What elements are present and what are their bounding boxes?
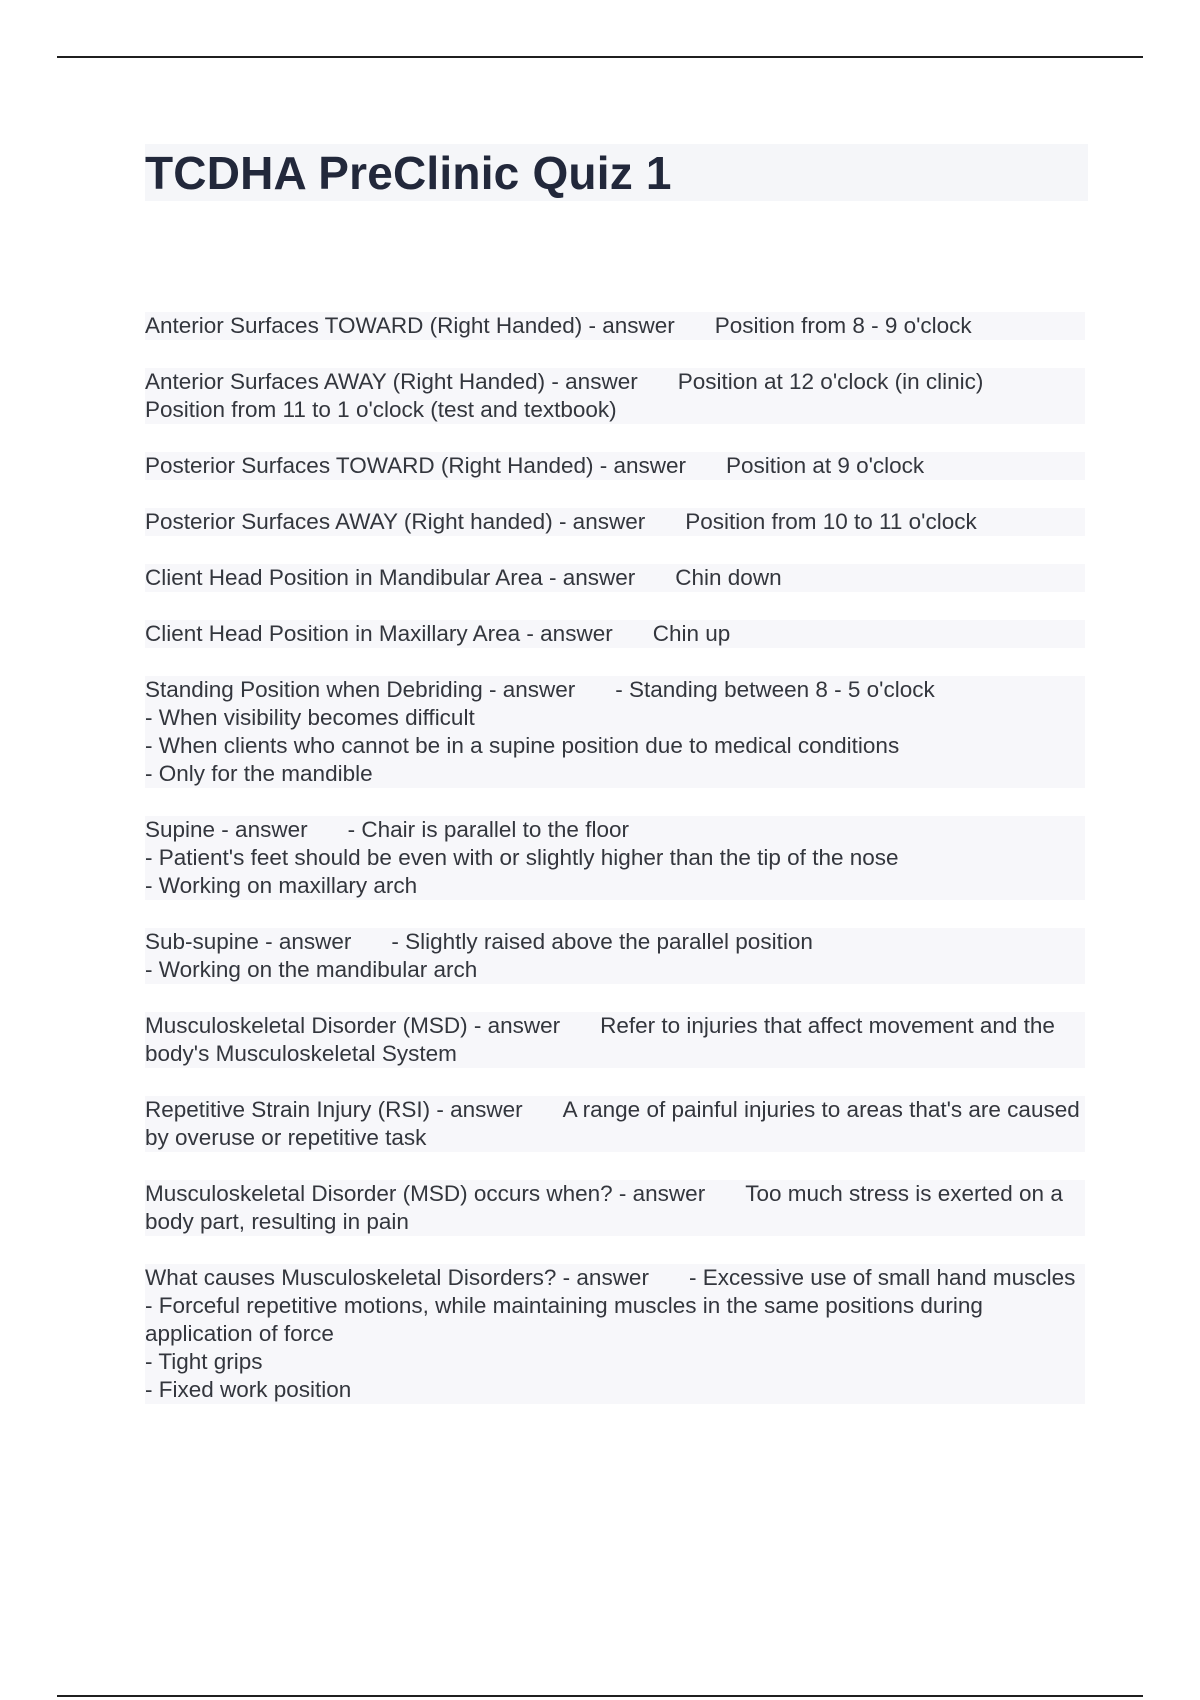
- qa-first-line: [145, 816, 1085, 844]
- answer-text: Chin down: [675, 565, 782, 590]
- answer-text: - Slightly raised above the parallel position: [391, 929, 813, 954]
- qa-item: [145, 508, 1085, 536]
- qa-first-line: [145, 620, 1085, 648]
- qa-first-line: [145, 312, 1085, 340]
- answer-text: Position from 8 - 9 o'clock: [714, 313, 972, 338]
- answer-text: - Fixed work position: [145, 1377, 352, 1402]
- qa-first-line: [145, 1096, 1085, 1152]
- qa-item: [145, 368, 1085, 424]
- answer-text: - Standing between 8 - 5 o'clock: [615, 677, 935, 702]
- answer-line: [145, 872, 1085, 900]
- answer-text: - Forceful repetitive motions, while maintaining muscles in the same positions during application of force: [145, 1293, 983, 1346]
- answer-text: Position from 11 to 1 o'clock (test and textbook): [145, 397, 617, 422]
- answer-text: - Working on the mandibular arch: [145, 957, 478, 982]
- question-text: Anterior Surfaces TOWARD (Right Handed) - answer: [145, 313, 675, 338]
- answer-line: [145, 1376, 1085, 1404]
- question-text: What causes Musculoskeletal Disorders? - answer: [145, 1265, 649, 1290]
- qa-line-highlight: [145, 369, 983, 394]
- question-text: Posterior Surfaces AWAY (Right handed) - answer: [145, 509, 646, 534]
- answer-text: - When visibility becomes difficult: [145, 705, 475, 730]
- question-text: Standing Position when Debriding - answer: [145, 677, 576, 702]
- qa-first-line: [145, 1264, 1085, 1292]
- answer-text: Position at 12 o'clock (in clinic): [677, 369, 984, 394]
- qa-list: [145, 312, 1085, 1432]
- qa-first-line: [145, 928, 1085, 956]
- answer-text: - Tight grips: [145, 1349, 263, 1374]
- answer-text: - Patient's feet should be even with or slightly higher than the tip of the nose: [145, 845, 899, 870]
- top-rule: [57, 56, 1143, 58]
- qa-item: [145, 1012, 1085, 1068]
- answer-text: - When clients who cannot be in a supine position due to medical conditions: [145, 733, 900, 758]
- question-text: Sub-supine - answer: [145, 929, 352, 954]
- qa-line-highlight: [145, 1013, 1055, 1066]
- question-text: Posterior Surfaces TOWARD (Right Handed) - answer: [145, 453, 687, 478]
- qa-line-highlight: [145, 817, 629, 842]
- qa-line-highlight: [145, 1181, 1063, 1234]
- qa-first-line: [145, 368, 1085, 396]
- qa-line-highlight: [145, 677, 935, 702]
- qa-line-highlight: [145, 509, 977, 534]
- answer-line: [145, 844, 1085, 872]
- answer-line: [145, 396, 1085, 424]
- qa-line-highlight: [145, 565, 782, 590]
- answer-line: [145, 760, 1085, 788]
- answer-line: [145, 704, 1085, 732]
- answer-line: [145, 1292, 1085, 1348]
- qa-item: [145, 676, 1085, 788]
- question-text: Anterior Surfaces AWAY (Right Handed) - answer: [145, 369, 638, 394]
- answer-text: - Working on maxillary arch: [145, 873, 418, 898]
- answer-text: A range of painful injuries to areas that's are caused by overuse or repetitive task: [145, 1097, 1080, 1150]
- bottom-rule: [57, 1695, 1143, 1697]
- answer-text: - Only for the mandible: [145, 761, 373, 786]
- qa-first-line: [145, 508, 1085, 536]
- qa-item: [145, 928, 1085, 984]
- answer-text: Position at 9 o'clock: [726, 453, 925, 478]
- qa-line-highlight: [145, 929, 813, 954]
- qa-item: [145, 1096, 1085, 1152]
- qa-item: [145, 620, 1085, 648]
- answer-line: [145, 1348, 1085, 1376]
- qa-first-line: [145, 1012, 1085, 1068]
- qa-item: [145, 1180, 1085, 1236]
- question-text: Repetitive Strain Injury (RSI) - answer: [145, 1097, 523, 1122]
- page-title: TCDHA PreClinic Quiz 1: [145, 147, 672, 199]
- qa-first-line: [145, 564, 1085, 592]
- qa-line-highlight: [145, 621, 730, 646]
- answer-text: - Excessive use of small hand muscles: [688, 1265, 1076, 1290]
- qa-line-highlight: [145, 453, 924, 478]
- qa-line-highlight: [145, 313, 972, 338]
- qa-item: [145, 312, 1085, 340]
- answer-line: [145, 956, 1085, 984]
- qa-line-highlight: [145, 1097, 1080, 1150]
- qa-item: [145, 564, 1085, 592]
- answer-text: Chin up: [652, 621, 731, 646]
- question-text: Musculoskeletal Disorder (MSD) - answer: [145, 1013, 561, 1038]
- question-text: Supine - answer: [145, 817, 308, 842]
- answer-text: - Chair is parallel to the floor: [347, 817, 629, 842]
- qa-first-line: [145, 676, 1085, 704]
- question-text: Musculoskeletal Disorder (MSD) occurs when? - answer: [145, 1181, 706, 1206]
- answer-line: [145, 732, 1085, 760]
- answer-text: Refer to injuries that affect movement and the body's Musculoskeletal System: [145, 1013, 1055, 1066]
- qa-line-highlight: [145, 1265, 1075, 1290]
- answer-text: Position from 10 to 11 o'clock: [685, 509, 977, 534]
- answer-text: Too much stress is exerted on a body part, resulting in pain: [145, 1181, 1063, 1234]
- qa-first-line: [145, 452, 1085, 480]
- qa-item: [145, 452, 1085, 480]
- qa-item: [145, 816, 1085, 900]
- qa-item: [145, 1264, 1085, 1404]
- qa-first-line: [145, 1180, 1085, 1236]
- question-text: Client Head Position in Mandibular Area - answer: [145, 565, 636, 590]
- question-text: Client Head Position in Maxillary Area - answer: [145, 621, 613, 646]
